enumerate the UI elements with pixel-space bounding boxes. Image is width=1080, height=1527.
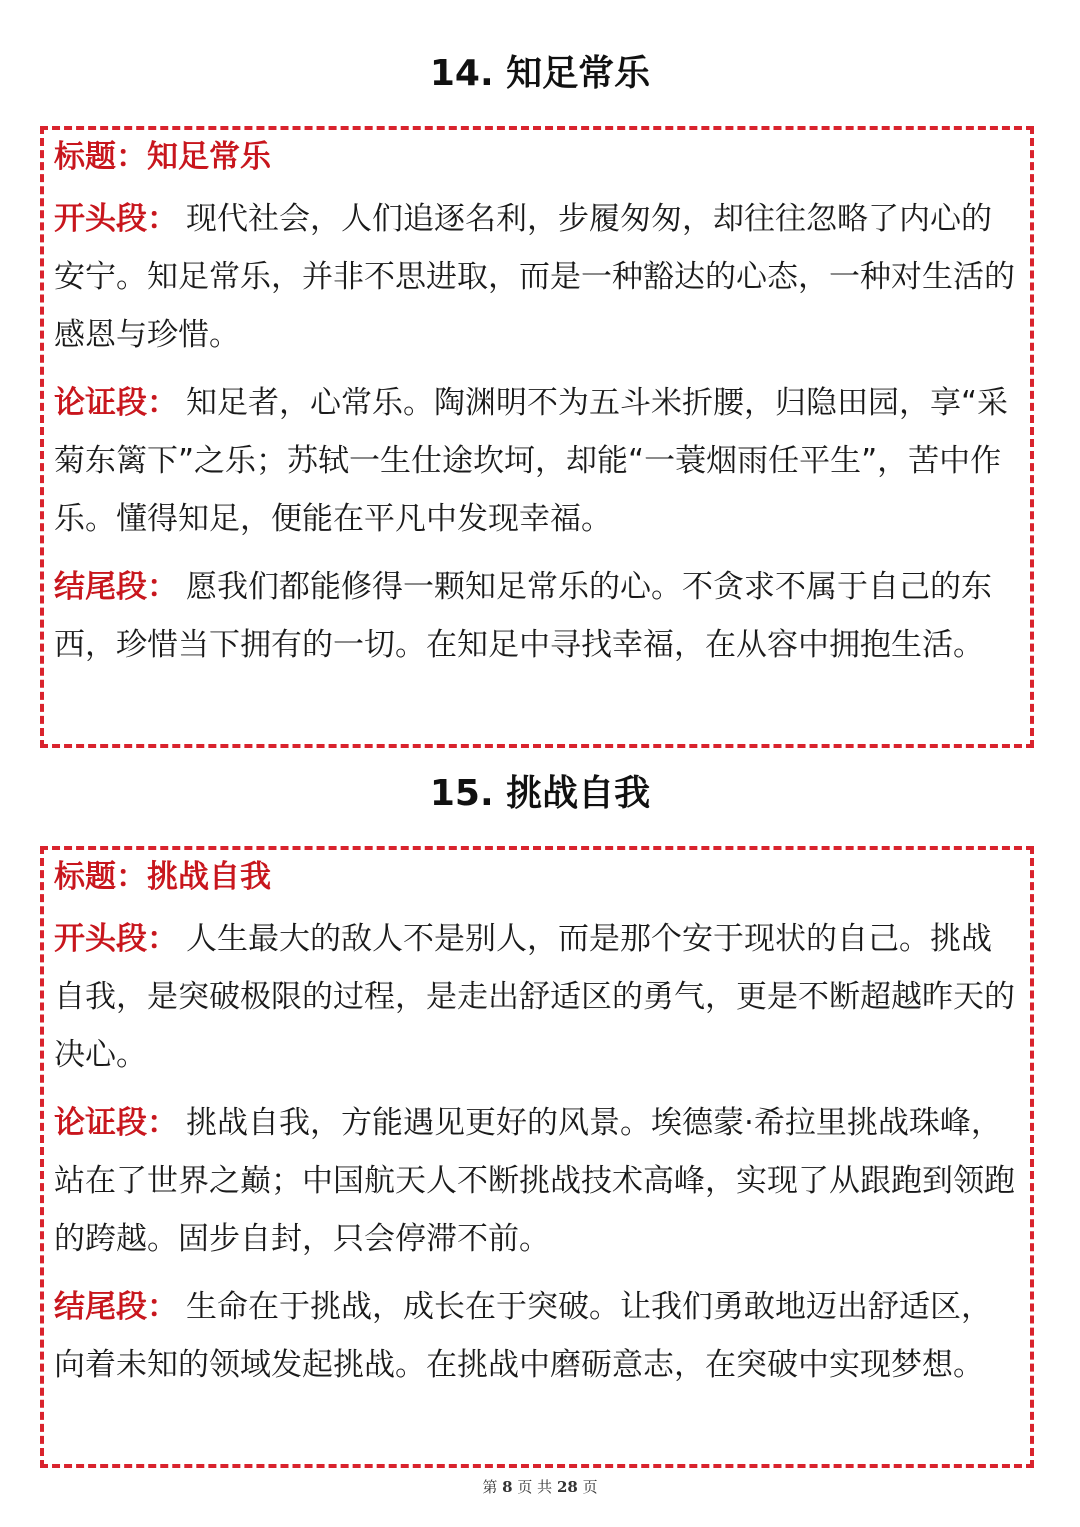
paragraph-label: 论证段 <box>54 385 147 421</box>
paragraph-label-colon: ： <box>147 1289 178 1325</box>
paragraph-text: 人生最大的敌人不是别人，而是那个安于现状的自己。挑战自我，是突破极限的过程，是走出舒适区的勇气，更是不断超越昨天的决心。 <box>54 921 1015 1073</box>
paragraph-text: 生命在于挑战，成长在于突破。让我们勇敢地迈出舒适区，向着未知的领域发起挑战。在挑战中磨砺意志，在突破中实现梦想。 <box>54 1289 992 1383</box>
footer-suffix: 页 <box>582 1478 598 1496</box>
paragraph-text: 挑战自我，方能遇见更好的风景。埃德蒙·希拉里挑战珠峰，站在了世界之巅；中国航天人不断挑战技术高峰，实现了从跟跑到领跑的跨越。固步自封，只会停滞不前。 <box>54 1105 1015 1257</box>
essay-title-line: 标题：挑战自我 <box>54 859 271 895</box>
total-pages-number: 28 <box>556 1478 578 1496</box>
paragraph-label-colon: ： <box>147 921 178 957</box>
paragraph-label: 结尾段 <box>54 569 147 605</box>
paragraph-label-colon: ： <box>147 569 178 605</box>
paragraph-label: 结尾段 <box>54 1289 147 1325</box>
paragraph-text: 现代社会，人们追逐名利，步履匆匆，却往往忽略了内心的安宁。知足常乐，并非不思进取，而是一种豁达的心态，一种对生活的感恩与珍惜。 <box>54 201 1015 353</box>
opening-paragraph <box>54 190 1020 364</box>
essay-title-line: 标题：知足常乐 <box>54 139 271 175</box>
opening-paragraph <box>54 910 1020 1084</box>
argument-paragraph <box>54 374 1020 548</box>
paragraph-label-colon: ： <box>147 385 178 421</box>
paragraph-text: 愿我们都能修得一颗知足常乐的心。不贪求不属于自己的东西，珍惜当下拥有的一切。在知足中寻找幸福，在从容中拥抱生活。 <box>54 569 992 663</box>
current-page-number: 8 <box>502 1478 513 1496</box>
footer-prefix: 第 <box>482 1478 498 1496</box>
argument-paragraph <box>54 1094 1020 1268</box>
section-heading-15: 15. 挑战自我 <box>429 773 651 814</box>
paragraph-label-colon: ： <box>147 1105 178 1141</box>
section-heading-14: 14. 知足常乐 <box>429 53 651 94</box>
paragraph-text: 知足者，心常乐。陶渊明不为五斗米折腰，归隐田园，享“采菊东篱下”之乐；苏轼一生仕途坎坷，却能“一蓑烟雨任平生”，苦中作乐。懂得知足，便能在平凡中发现幸福。 <box>54 385 1009 537</box>
essay-box-14 <box>40 126 1034 748</box>
paragraph-label: 开头段 <box>54 201 147 237</box>
closing-paragraph <box>54 558 1020 674</box>
footer-middle: 页 共 <box>517 1478 553 1496</box>
paragraph-label-colon: ： <box>147 201 178 237</box>
closing-paragraph <box>54 1278 1020 1394</box>
page-number-footer <box>0 1476 1080 1497</box>
essay-box-15 <box>40 846 1034 1468</box>
paragraph-label: 开头段 <box>54 921 147 957</box>
paragraph-label: 论证段 <box>54 1105 147 1141</box>
